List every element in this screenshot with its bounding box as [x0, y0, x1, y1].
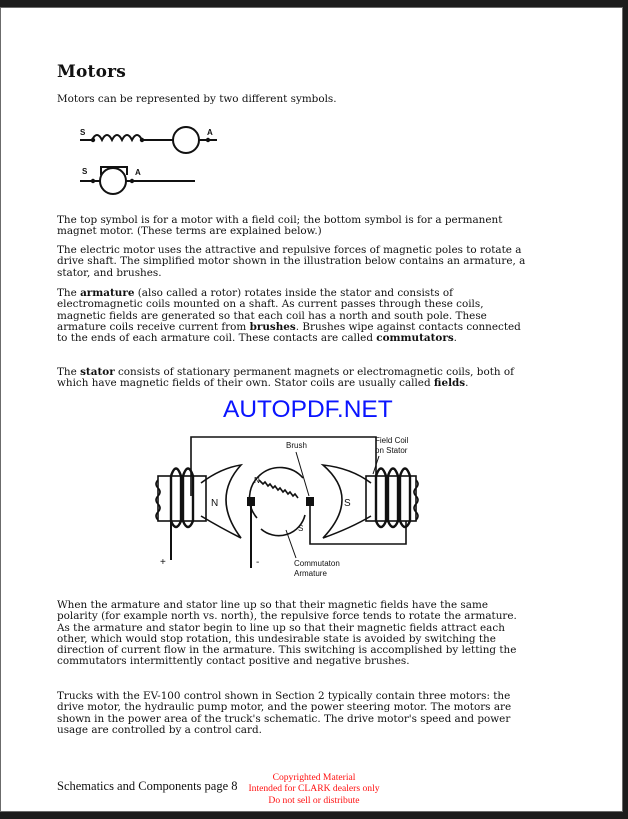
permanent-magnet-motor-symbol	[80, 167, 195, 194]
stator-text-1: The	[57, 366, 81, 378]
field-coil-motor-symbol	[80, 127, 217, 153]
field-coil-label-1: Field Coil	[375, 436, 409, 445]
brush-label: Brush	[286, 441, 307, 450]
top-symbol-a-label: A	[207, 128, 213, 137]
paragraph-symbols-explained: The top symbol is for a motor with a field coil; the bottom symbol is for a permanent magnet motor. (These terms are explained below.)	[57, 214, 503, 238]
stator-term: stator	[80, 366, 115, 378]
top-symbol-s-label: S	[80, 128, 86, 137]
commutator-leader	[286, 530, 296, 558]
armature-coil	[259, 480, 298, 498]
armature-north-label: N	[254, 476, 260, 485]
motor-symbols-figure	[75, 120, 225, 200]
armature-text-2: (also called a rotor) rotates inside the stator and consists of electromagnetic coils mounted on a shaft. As current passes through these coils, magnetic fields are generated so that each coil has a north and south pole. These armature coils receive current from	[57, 287, 487, 333]
top-wire	[191, 437, 376, 496]
paragraph-ev100: Trucks with the EV-100 control shown in Section 2 typically contain three motors: the drive motor, the hydraulic pump motor, and the power steering motor. The motors are shown in the power area of the truck's schematic. The drive motor's speed and power usage are controlled by a control card.	[57, 690, 512, 736]
left-pole-label: N	[211, 498, 219, 509]
copyright-line-1: Copyrighted Material	[272, 772, 356, 783]
commutators-term: commutators	[376, 332, 454, 345]
armature-text-1: The	[57, 287, 81, 299]
document-page	[0, 7, 623, 812]
commutator-label-1: Commutaton	[294, 559, 340, 568]
stator-text-3: .	[465, 377, 469, 390]
positive-brush	[306, 497, 314, 506]
bottom-symbol-s-label: S	[82, 167, 88, 176]
left-pole-shoe	[201, 465, 241, 538]
footer-page-label: Schematics and Components page 8	[57, 779, 238, 793]
armature-south-label: S	[298, 524, 304, 533]
copyright-notice	[239, 772, 389, 806]
paragraph-electric-motor: The electric motor uses the attractive and repulsive forces of magnetic poles to rotate a drive shaft. The simplified motor shown in the illustration below contains an armature, a stator, and brushes.	[57, 244, 526, 279]
negative-brush	[247, 497, 255, 506]
intro-text: Motors can be represented by two different symbols.	[57, 93, 337, 105]
page-title: Motors	[57, 62, 127, 82]
right-stator-core	[366, 476, 416, 521]
commutator-label-2: Armature	[294, 569, 327, 578]
stator-text-2: consists of stationary permanent magnets or electromagnetic coils, both of which have magnetic fields of their own. Stator coils are usually called	[57, 366, 514, 390]
right-field-coil	[376, 469, 410, 528]
brushes-term: brushes	[249, 320, 296, 333]
armature-text-3: . Brushes wipe against contacts connected to the ends of each armature coil. These contacts are called	[57, 320, 521, 345]
field-coil-label-2: on Stator	[375, 446, 408, 455]
minus-label: -	[256, 557, 260, 568]
paragraph-stator	[57, 367, 527, 390]
paragraph-polarity: When the armature and stator line up so that their magnetic fields have the same polarity (for example north vs. north), the repulsive force tends to rotate the armature. As the armature and stator begin to line up so that their magnetic fields attract each other, which would stop rotation, this undesirable state is avoided by switching the direction of current flow in the armature. This switching is accomplished by letting the commutators intermittently contact positive and negative brushes.	[57, 599, 517, 668]
fields-term: fields	[433, 377, 466, 390]
motor-diagram	[151, 428, 421, 588]
right-pole-label: S	[344, 498, 351, 509]
armature-term: armature	[80, 287, 135, 299]
plus-label: +	[160, 557, 166, 568]
armature-text-4: .	[453, 332, 457, 345]
paragraph-armature	[57, 288, 527, 344]
watermark-text: AUTOPDF.NET	[223, 396, 393, 423]
bottom-symbol-a-label: A	[135, 168, 141, 177]
copyright-line-3: Do not sell or distribute	[268, 794, 360, 806]
copyright-line-2: Intended for CLARK dealers only	[248, 783, 380, 795]
